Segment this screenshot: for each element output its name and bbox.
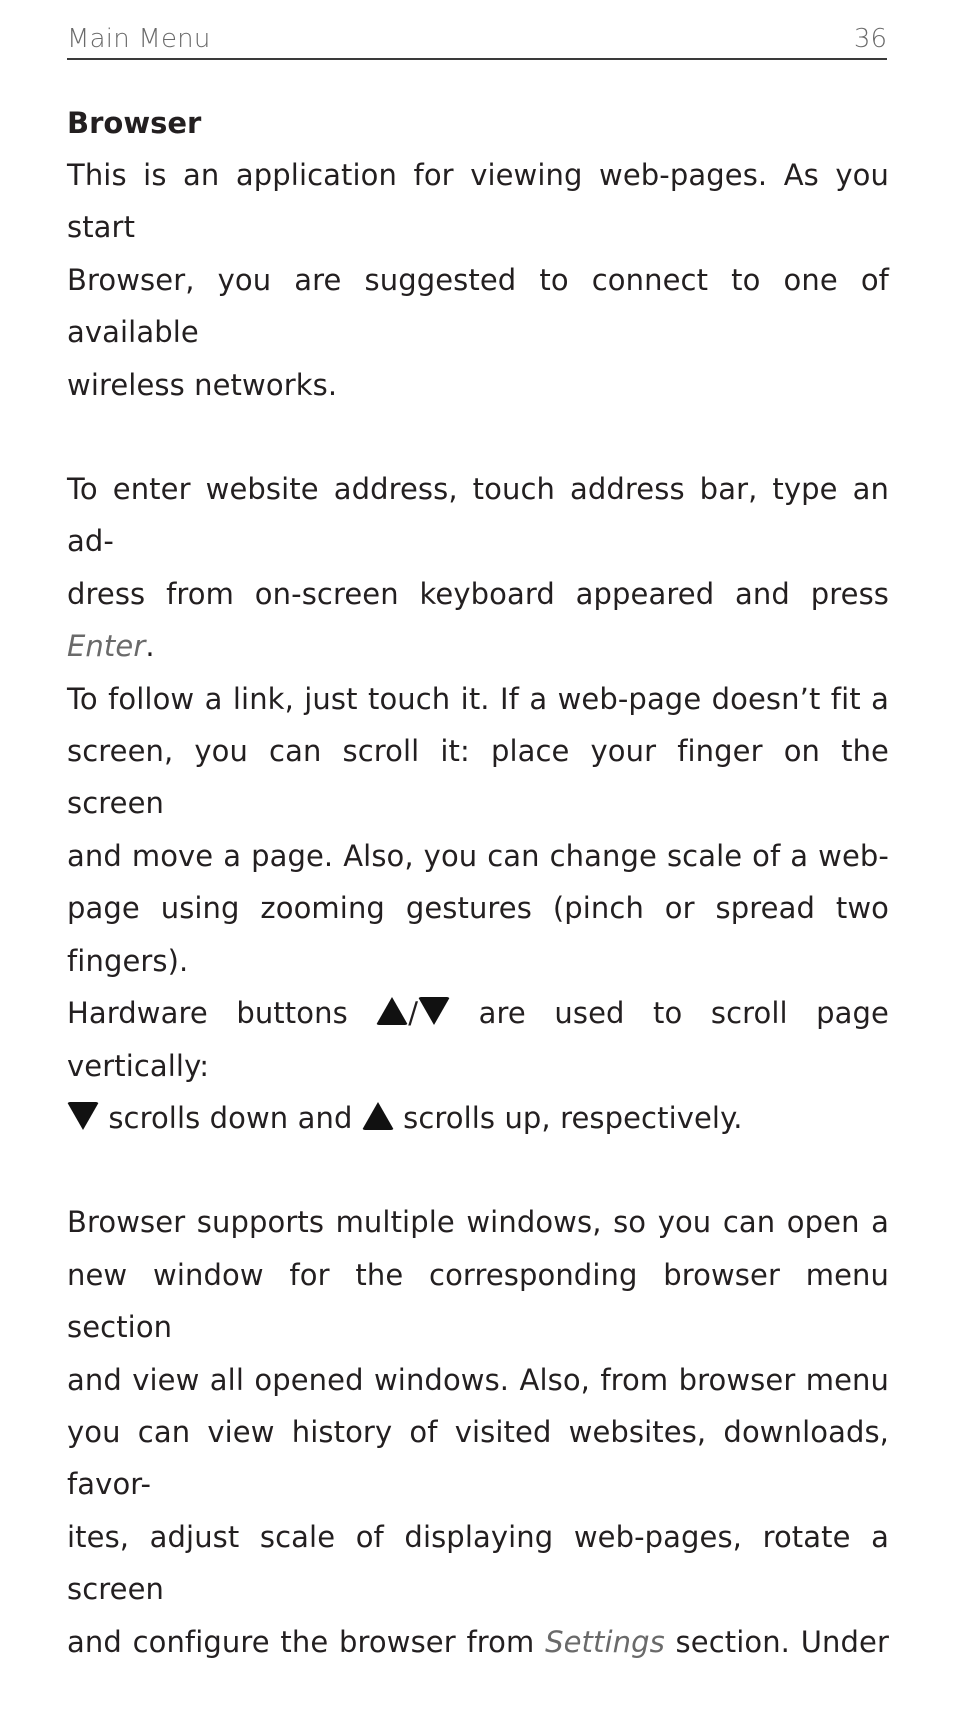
text-line (67, 568, 889, 673)
up-arrow-button-icon (362, 1102, 394, 1130)
text-line (67, 1092, 889, 1144)
text-line: and move a page. Also, you can change scale of a web- (67, 838, 889, 873)
down-arrow-button-icon (418, 997, 450, 1025)
text-line: new window for the corresponding browser menu section (67, 1257, 889, 1345)
text-fragment: Hardware buttons (67, 996, 377, 1031)
text-fragment: scrolls up, respectively. (393, 1100, 743, 1135)
page-body (67, 97, 889, 1720)
page-header (67, 22, 887, 60)
section-heading: Browser (67, 106, 202, 140)
text-line: Browser, you are suggested to connect to one of available (67, 262, 889, 350)
down-arrow-button-icon (67, 1102, 99, 1130)
text-line (67, 1616, 889, 1668)
text-line: This is an application for viewing web-pages. As you start (67, 158, 889, 245)
text-fragment: . (145, 629, 155, 664)
text-line: wireless networks. (67, 367, 338, 402)
text-fragment: are used to scroll page vertically: (67, 996, 889, 1083)
page-number: 36 (853, 24, 887, 54)
running-header-title: Main Menu (67, 24, 211, 54)
paragraph-intro (67, 149, 889, 411)
text-line (67, 987, 889, 1092)
paragraph-windows (67, 1196, 889, 1668)
text-line: and view all opened windows. Also, from browser menu (67, 1362, 889, 1397)
text-fragment: scrolls down and (99, 1100, 362, 1135)
text-line: ites, adjust scale of displaying web-pages, rotate a screen (67, 1519, 889, 1607)
paragraph-navigation (67, 463, 889, 1144)
settings-term: Settings (545, 1624, 665, 1659)
up-arrow-button-icon (376, 997, 408, 1025)
text-fragment: dress from on-screen keyboard appeared and press (67, 576, 889, 611)
text-line: To follow a link, just touch it. If a web-page doesn’t fit a (67, 681, 889, 716)
text-line: screen, you can scroll it: place your finger on the screen (67, 734, 889, 821)
text-line: page using zooming gestures (pinch or spread two fingers). (67, 891, 889, 978)
text-line: To enter website address, touch address bar, type an ad- (67, 472, 889, 559)
text-line: you can view history of visited websites, downloads, favor- (67, 1414, 889, 1502)
text-fragment: / (408, 996, 419, 1031)
text-fragment: and configure the browser from (67, 1624, 546, 1659)
text-fragment: section. Under (664, 1624, 889, 1659)
enter-key-term: Enter (67, 629, 146, 664)
text-line: Browser supports multiple windows, so you can open a (67, 1205, 889, 1240)
